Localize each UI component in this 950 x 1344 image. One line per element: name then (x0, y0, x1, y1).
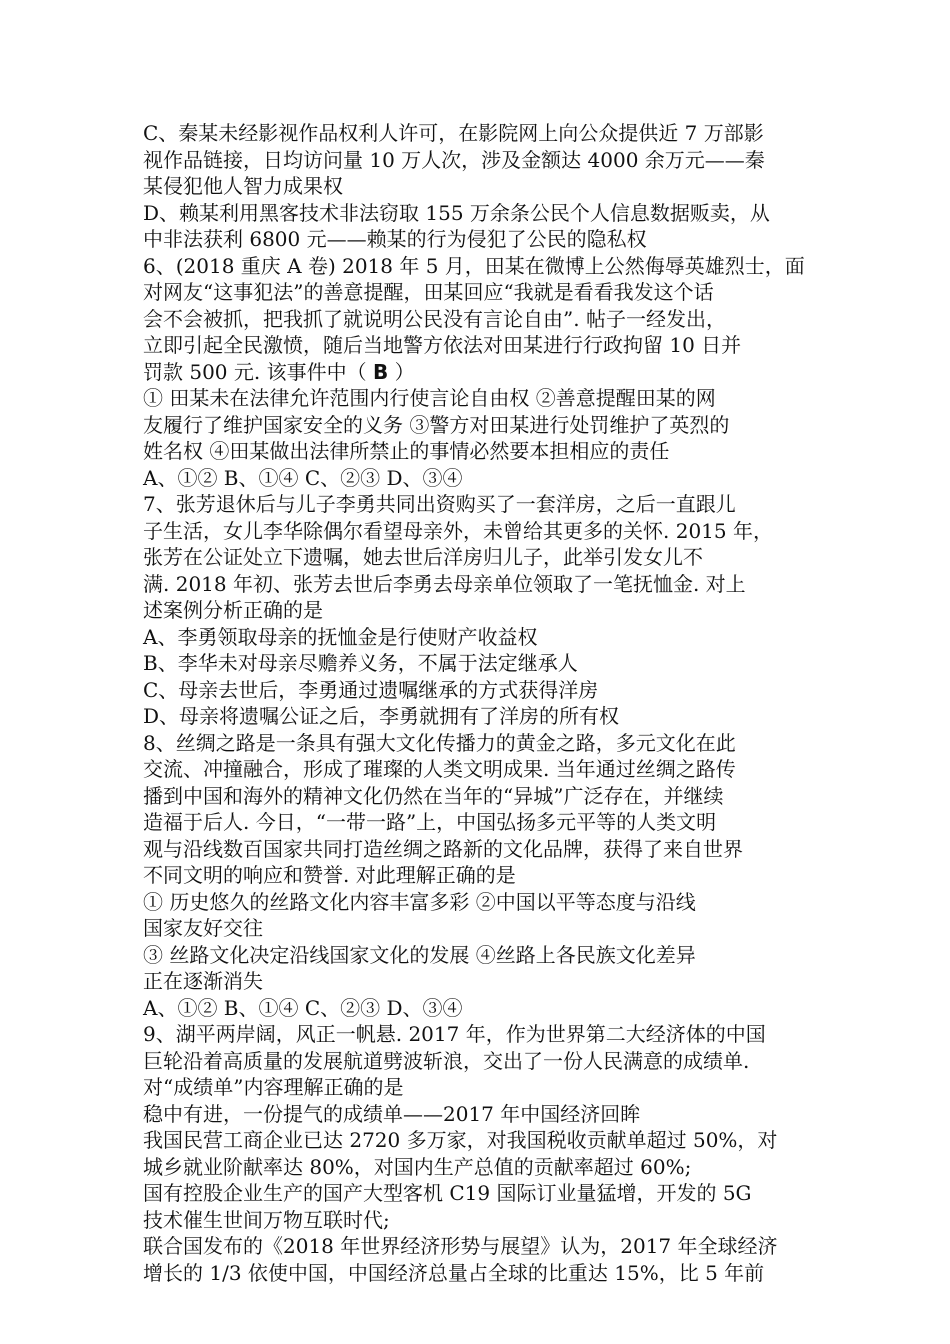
text-line: 某侵犯他人智力成果权 (143, 174, 343, 198)
text-line: D、母亲将遗嘱公证之后，李勇就拥有了洋房的所有权 (143, 704, 620, 728)
text-line: 交流、冲撞融合，形成了璀璨的人类文明成果. 当年通过丝绸之路传 (143, 757, 736, 781)
text-line: 正在逐渐消失 (143, 969, 263, 993)
text-line: 我国民营工商企业已达 2720 多万家，对我国税收贡献单超过 50%，对 (143, 1128, 778, 1152)
text-line: 7、张芳退休后与儿子李勇共同出资购买了一套洋房，之后一直跟儿 (143, 492, 736, 516)
text-line: A、①② B、①④ C、②③ D、③④ (143, 995, 463, 1020)
text-line: 中非法获利 6800 元——赖某的行为侵犯了公民的隐私权 (143, 227, 647, 251)
text-line: 姓名权 ④田某做出法律所禁止的事情必然要本担相应的责任 (143, 439, 670, 463)
text-line: 立即引起全民激愤，随后当地警方依法对田某进行行政拘留 10 日并 (143, 333, 742, 357)
text-line: 巨轮沿着高质量的发展航道劈波斩浪，交出了一份人民满意的成绩单. (143, 1048, 750, 1073)
text-line: C、秦某未经影视作品权利人许可，在影院网上向公众提供近 7 万部影 (143, 121, 764, 145)
text-line: 观与沿线数百国家共同打造丝绸之路新的文化品牌，获得了来自世界 (143, 836, 743, 861)
text-line: D、赖某利用黑客技术非法窃取 155 万余条公民个人信息数据贩卖，从 (143, 200, 770, 225)
text-line: ① 历史悠久的丝路文化内容丰富多彩 ②中国以平等态度与沿线 (143, 889, 696, 914)
text-line: 不同文明的响应和赞誉. 对此理解正确的是 (143, 863, 516, 887)
text-line: 友履行了维护国家安全的义务 ③警方对田某进行处罚维护了英烈的 (143, 412, 730, 437)
text-line: 视作品链接，日均访问量 10 万人次，涉及金额达 4000 余万元——秦 (143, 147, 765, 172)
text-line: 增长的 1/3 依使中国，中国经济总量占全球的比重达 15%，比 5 年前 (143, 1260, 765, 1285)
q6-answer-mark: B (372, 359, 389, 384)
text-line: 述案例分析正确的是 (143, 598, 323, 622)
text-line: 城乡就业阶献率达 80%，对国内生产总值的贡献率超过 60%; (143, 1154, 692, 1179)
text-line: 联合国发布的《2018 年世界经济形势与展望》认为，2017 年全球经济 (143, 1234, 778, 1258)
text-line: A、李勇领取母亲的抚恤金是行使财产收益权 (143, 624, 538, 649)
text-line: 张芳在公证处立下遗嘱，她去世后洋房归儿子，此举引发女儿不 (143, 545, 703, 569)
text-line: A、①② B、①④ C、②③ D、③④ (143, 465, 463, 490)
q6-stem-prefix: 罚款 500 元. 该事件中（ (143, 359, 373, 384)
q6-stem-suffix: ） (388, 359, 415, 384)
text-line: 9、湖平两岸阔，风正一帆悬. 2017 年，作为世界第二大经济体的中国 (143, 1022, 766, 1046)
text-line: ③ 丝路文化决定沿线国家文化的发展 ④丝路上各民族文化差异 (143, 942, 696, 967)
text-line: 会不会被抓，把我抓了就说明公民没有言论自由”. 帖子一经发出， (143, 306, 726, 331)
text-line: 6、(2018 重庆 A 卷) 2018 年 5 月，田某在微博上公然侮辱英雄烈士，面 (143, 253, 805, 278)
text-line: 技术催生世间万物互联时代; (143, 1207, 390, 1232)
text-line: 对网友“这事犯法”的善意提醒，田某回应“我就是看看我发这个话 (143, 280, 714, 304)
text-line: 国有控股企业生产的国产大型客机 C19 国际订业量猛增，开发的 5G (143, 1181, 752, 1205)
text-line: 国家友好交往 (143, 916, 263, 940)
text-line: 8、丝绸之路是一条具有强大文化传播力的黄金之路，多元文化在此 (143, 730, 736, 755)
text-line: C、母亲去世后，李勇通过遗嘱继承的方式获得洋房 (143, 677, 599, 702)
q6-stem-last-line (143, 359, 823, 386)
text-line: 子生活，女儿李华除偶尔看望母亲外，未曾给其更多的关怀. 2015 年， (143, 518, 773, 543)
document-body (143, 120, 823, 1286)
text-line: 稳中有进，一份提气的成绩单——2017 年中国经济回眸 (143, 1101, 641, 1126)
text-line: B、李华未对母亲尽赡养义务，不属于法定继承人 (143, 651, 578, 675)
text-line: ① 田某未在法律允许范围内行使言论自由权 ②善意提醒田某的网 (143, 386, 716, 410)
text-line: 满. 2018 年初、张芳去世后李勇去母亲单位领取了一笔抚恤金. 对上 (143, 571, 746, 596)
text-line: 造福于后人. 今日，“一带一路”上，中国弘扬多元平等的人类文明 (143, 810, 717, 834)
text-line: 对“成绩单”内容理解正确的是 (143, 1075, 404, 1099)
text-line: 播到中国和海外的精神文化仍然在当年的“异城”广泛存在，并继续 (143, 783, 724, 808)
